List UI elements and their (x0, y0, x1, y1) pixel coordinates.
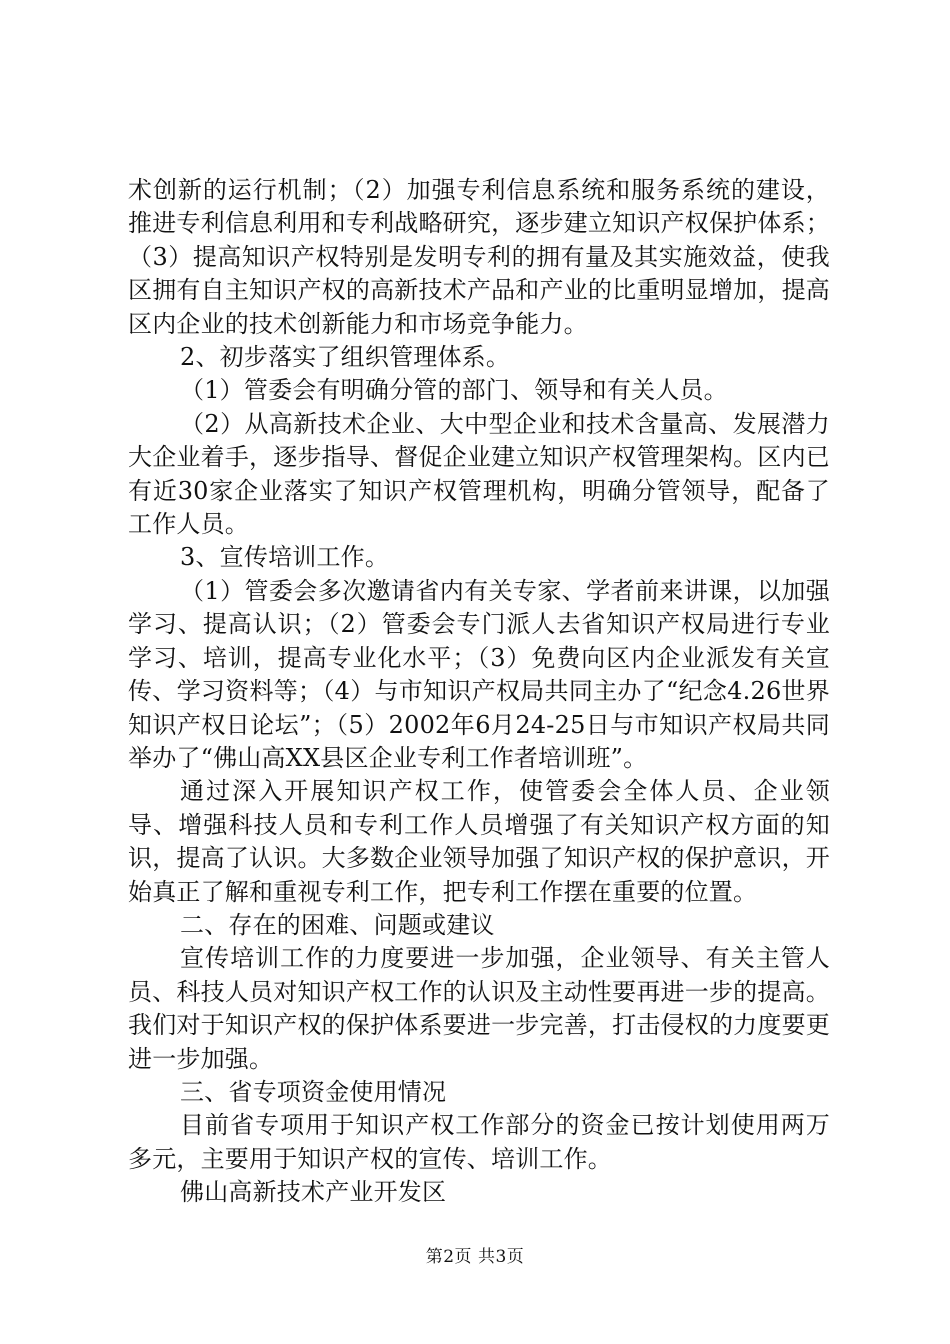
paragraph-training-items: （1）管委会多次邀请省内有关专家、学者前来讲课，以加强学习、提高认识；（2）管委会专门派人去省知识产权局进行专业学习、培训，提高专业化水平；（3）免费向区内企业派发有关宣传、学习资料等；（4）与市知识产权局共同主办了“纪念4.26世界知识产权日论坛”；（5）2002年6月24-25日与市知识产权局共同举办了“佛山高XX县区企业专利工作者培训班”。 (128, 576, 830, 772)
section-heading-problems: 二、存在的困难、问题或建议 (180, 910, 495, 939)
paragraph-funds: 目前省专项用于知识产权工作部分的资金已按计划使用两万多元，主要用于知识产权的宣传、培训工作。 (128, 1111, 830, 1173)
paragraph-item-2: （2）从高新技术企业、大中型企业和技术含量高、发展潜力大企业着手，逐步指导、督促企业建立知识产权管理架构。区内已有近30家企业落实了知识产权管理机构，明确分管领导，配备了工作人员。 (128, 409, 830, 539)
page-number-footer: 第2页 共3页 (425, 1247, 525, 1267)
signature-organization: 佛山高新技术产业开发区 (180, 1178, 447, 1207)
section-heading-training: 3、宣传培训工作。 (180, 543, 390, 572)
paragraph-summary: 通过深入开展知识产权工作，使管委会全体人员、企业领导、增强科技人员和专利工作人员增强了有关知识产权方面的知识，提高了认识。大多数企业领导加强了知识产权的保护意识，开始真正了解和重视专利工作，把专利工作摆在重要的位置。 (128, 777, 830, 906)
paragraph-continuation: 术创新的运行机制；（2）加强专利信息系统和服务系统的建设，推进专利信息利用和专利战略研究，逐步建立知识产权保护体系；（3）提高知识产权特别是发明专利的拥有量及其实施效益，使我区拥有自主知识产权的高新技术产品和产业的比重明显增加，提高区内企业的技术创新能力和市场竞争能力。 (128, 176, 830, 338)
document-body (128, 174, 830, 1210)
paragraph-item-1: （1）管委会有明确分管的部门、领导和有关人员。 (180, 376, 728, 405)
section-heading-funds: 三、省专项资金使用情况 (180, 1077, 447, 1106)
paragraph-problems: 宣传培训工作的力度要进一步加强，企业领导、有关主管人员、科技人员对知识产权工作的认识及主动性要再进一步的提高。我们对于知识产权的保护体系要进一步完善，打击侵权的力度要更进一步加强。 (128, 944, 830, 1073)
section-heading-organization: 2、初步落实了组织管理体系。 (180, 343, 511, 372)
